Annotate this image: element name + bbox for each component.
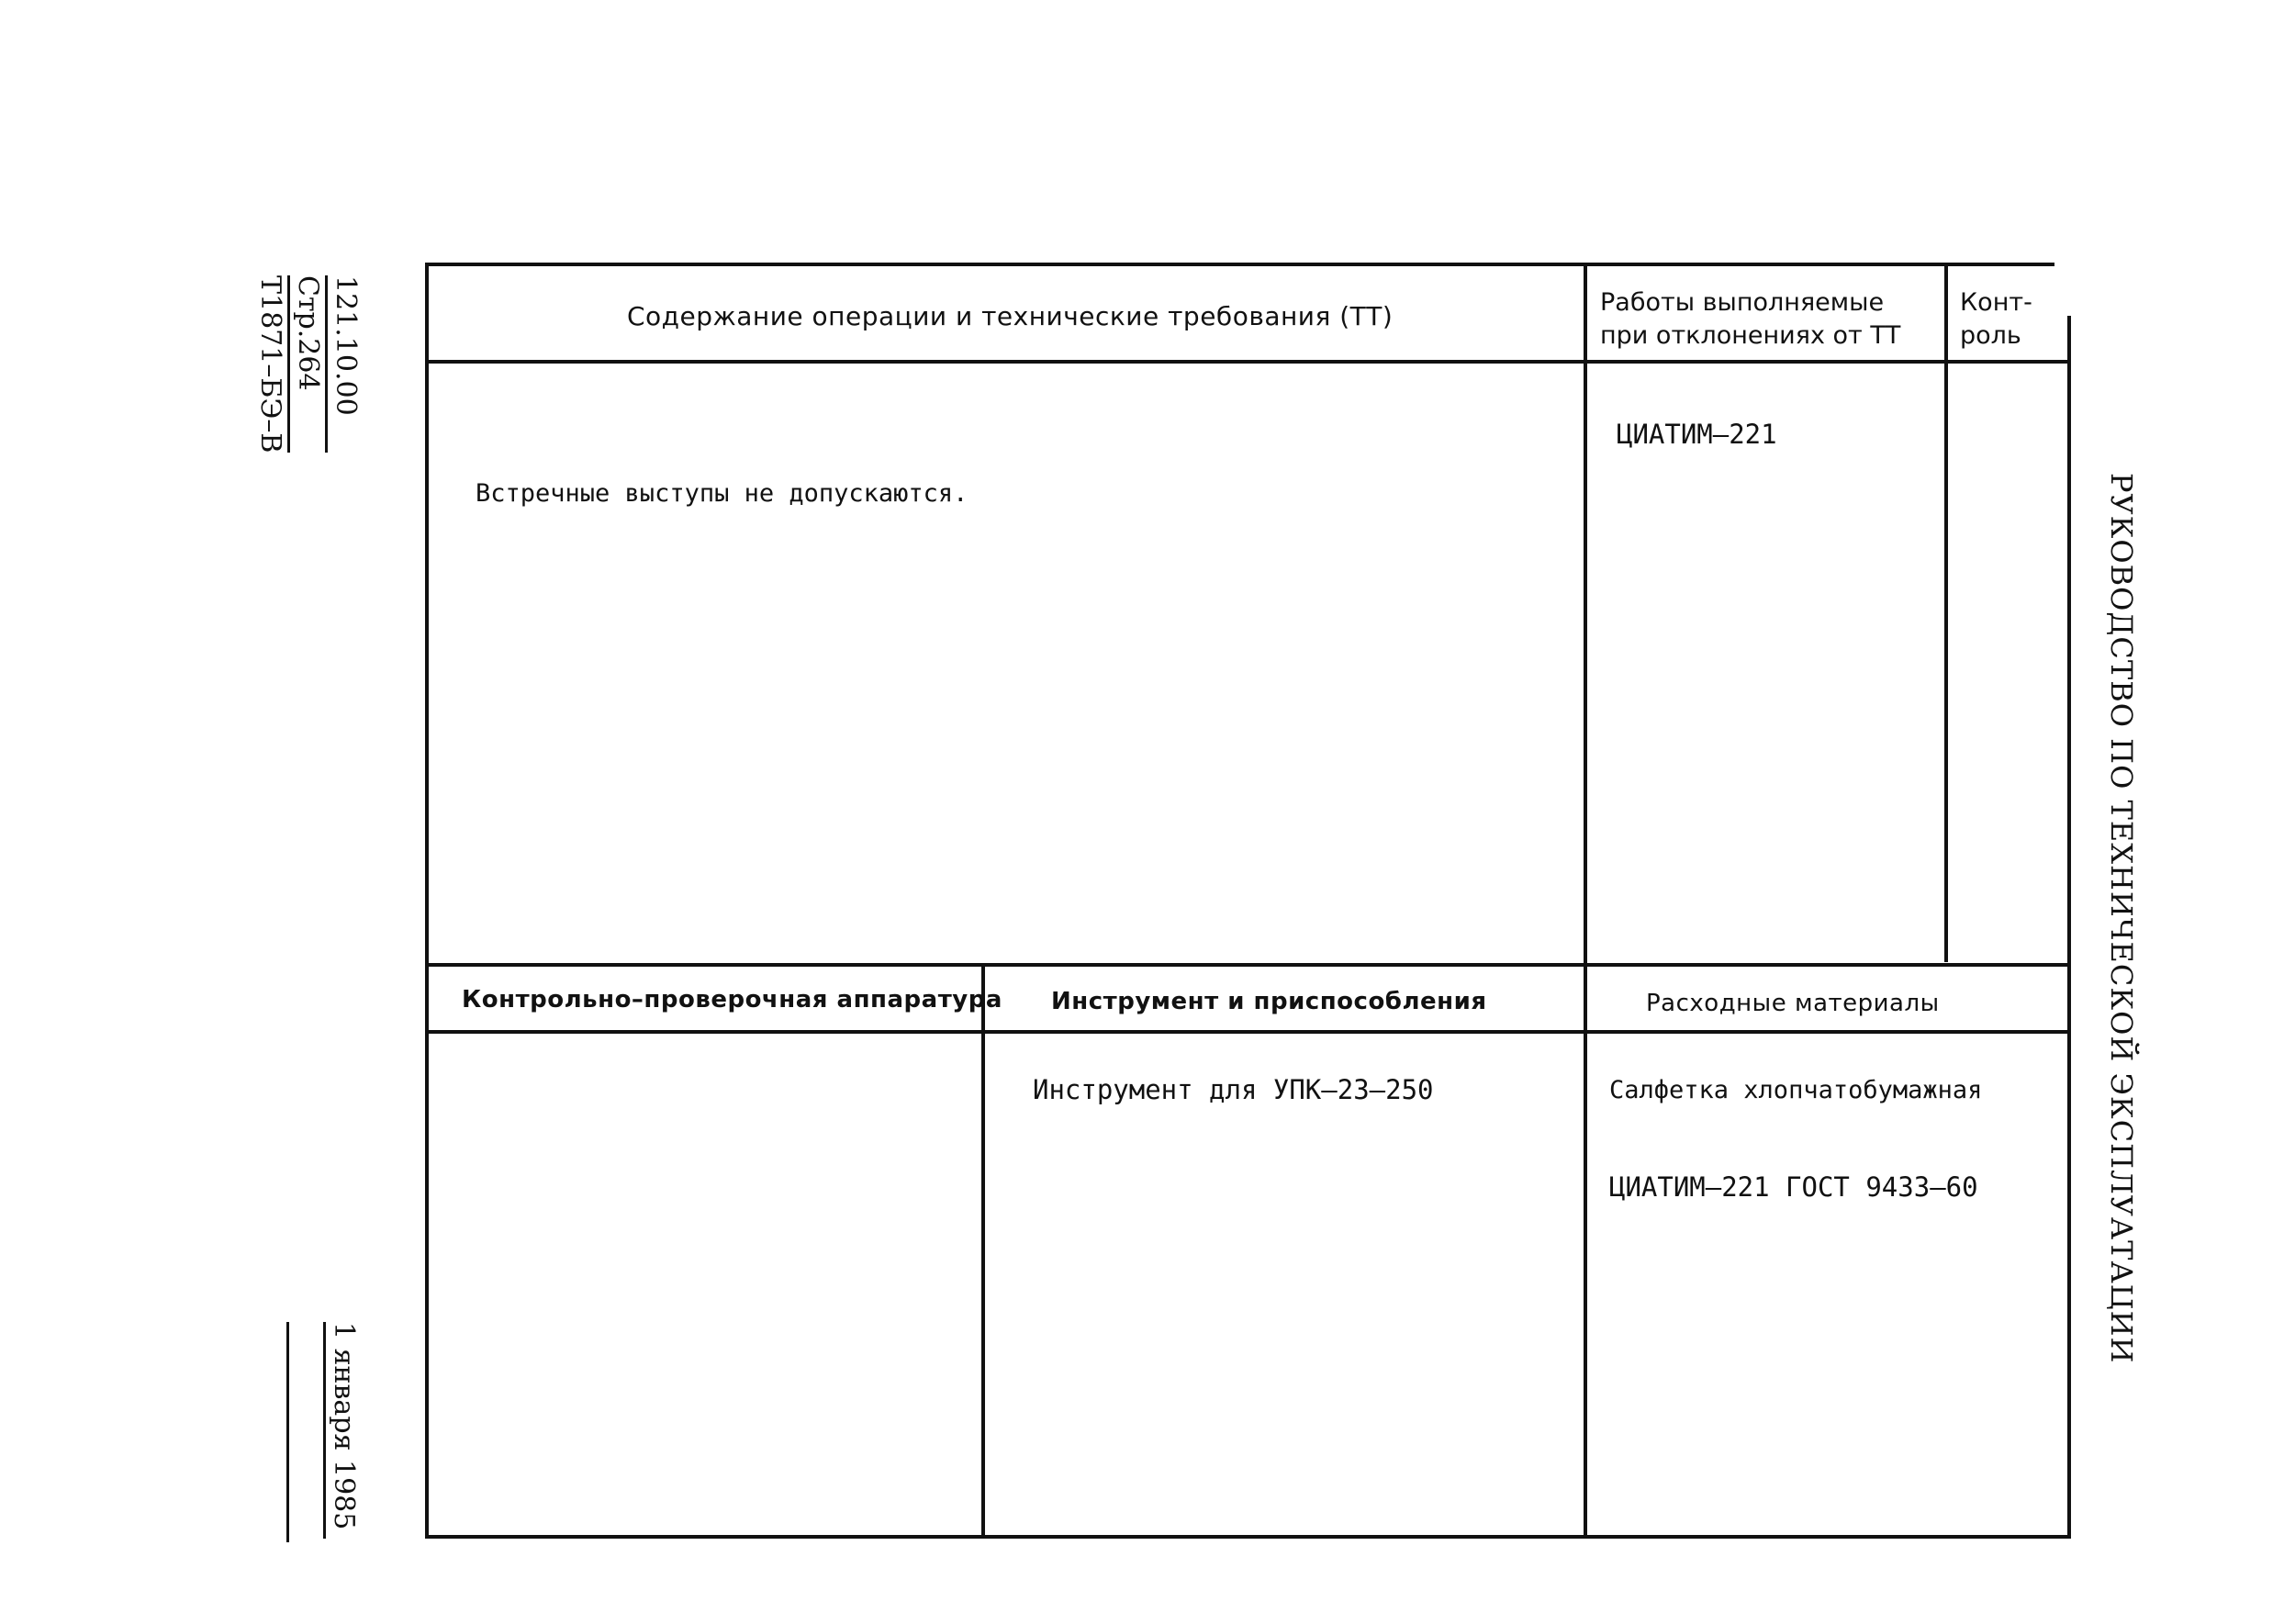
doc-code-block <box>252 275 363 453</box>
middle-divider <box>425 963 2071 967</box>
header-deviations <box>1600 286 1900 353</box>
materials-item: ЦИАТИМ–221 ГОСТ 9433–60 <box>1609 1171 1978 1203</box>
date-text: 1 января 1985 <box>323 1322 361 1539</box>
table-left-border <box>425 263 429 1539</box>
content-text: Встречные выступы не допускаются. <box>476 479 968 508</box>
col-divider-deviations <box>1584 264 1587 1539</box>
page-label: Стр.264 <box>287 275 325 453</box>
header-deviations-line2: при отклонениях от ТТ <box>1600 321 1901 350</box>
header-equipment: Контрольно–проверочная аппаратура <box>462 986 1002 1014</box>
doc-code: 121.10.00 <box>325 275 363 453</box>
date-block <box>323 1322 361 1539</box>
col-divider-tools <box>981 963 985 1539</box>
header-materials: Расходные материалы <box>1646 990 1940 1017</box>
col-divider-control <box>1944 264 1948 962</box>
table-top-border <box>425 263 2054 266</box>
table-right-border <box>2067 316 2071 1539</box>
header-tools: Инструмент и приспособления <box>1051 988 1487 1015</box>
bottom-header-divider <box>425 1030 2071 1034</box>
header-divider <box>425 360 2071 364</box>
date-rule <box>286 1322 289 1542</box>
manual-title: РУКОВОДСТВО ПО ТЕХНИЧЕСКОЙ ЭКСПЛУАТАЦИИ <box>2104 473 2139 1364</box>
operation-table <box>425 263 2074 1539</box>
tools-item: Инструмент для УПК–23–250 <box>1033 1074 1434 1105</box>
header-control-line1: Конт- <box>1960 288 2032 317</box>
header-deviations-line1: Работы выполняемые <box>1600 288 1885 317</box>
header-control <box>1960 286 2032 353</box>
header-content: Содержание операции и технические требования (ТТ) <box>627 301 1394 331</box>
deviation-text: ЦИАТИМ–221 <box>1617 419 1777 450</box>
header-control-line2: роль <box>1960 321 2021 350</box>
table-bottom-border <box>425 1535 2071 1539</box>
ref-code: Т1871–БЭ–В <box>254 275 286 454</box>
materials-item: Салфетка хлопчатобумажная <box>1609 1076 1983 1104</box>
